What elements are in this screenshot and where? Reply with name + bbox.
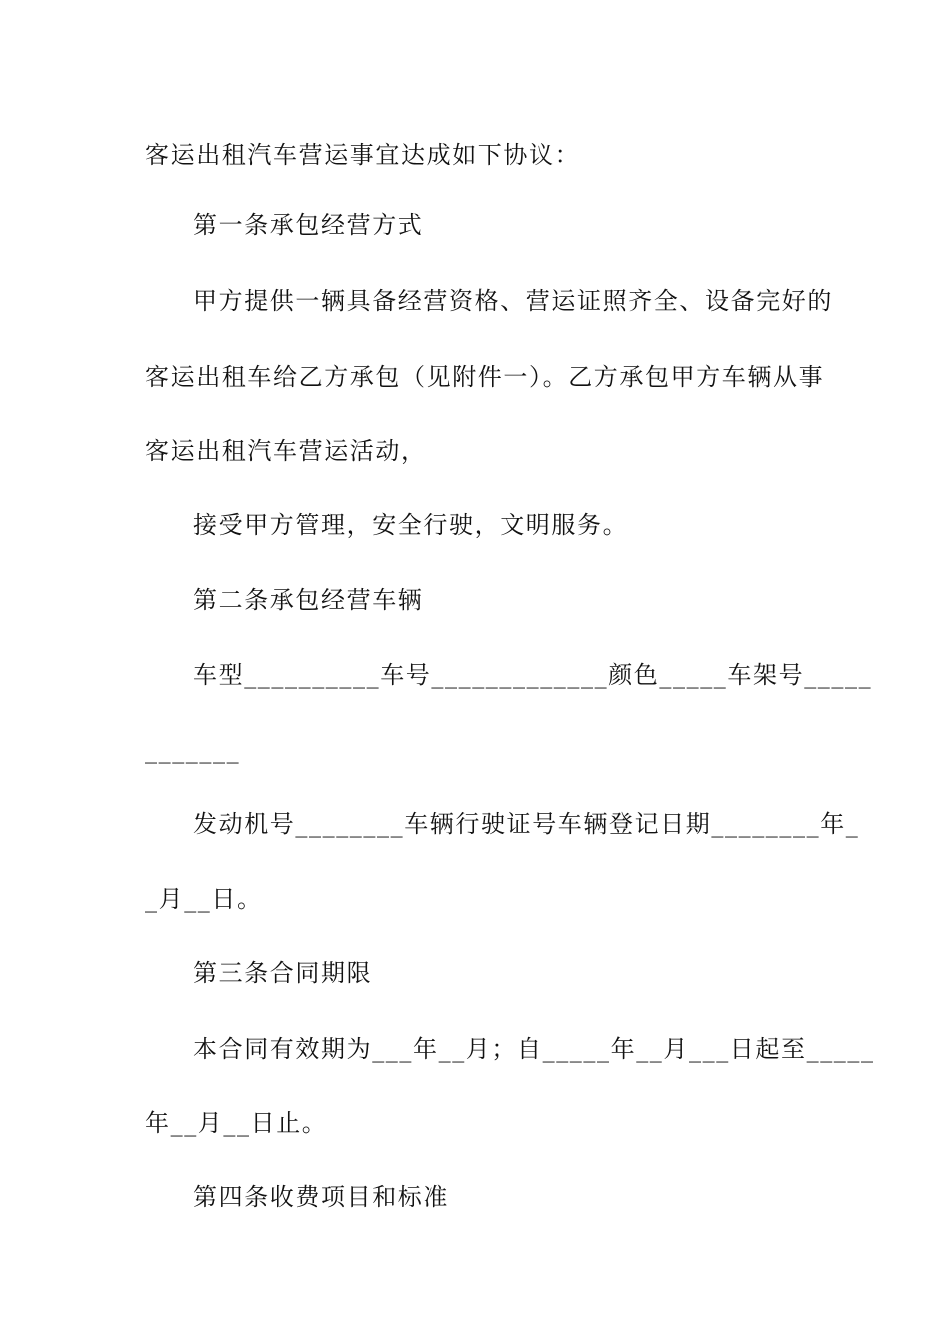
fill-in-line: 本合同有效期为___年__月；自_____年__月___日起至_____ — [193, 1035, 875, 1063]
fill-in-line: 发动机号________车辆行驶证号车辆登记日期________年_ — [193, 810, 860, 838]
paragraph-line: 接受甲方管理，安全行驶，文明服务。 — [193, 511, 629, 539]
section-heading: 第四条收费项目和标准 — [193, 1183, 449, 1211]
paragraph-line: 客运出租汽车营运活动， — [145, 437, 427, 465]
section-heading: 第一条承包经营方式 — [193, 211, 424, 239]
section-heading: 第二条承包经营车辆 — [193, 586, 424, 614]
fill-in-line: 车型__________车号_____________颜色_____车架号_____ — [193, 661, 873, 689]
paragraph-line: 甲方提供一辆具备经营资格、营运证照齐全、设备完好的 — [193, 287, 833, 315]
paragraph-line: 客运出租车给乙方承包（见附件一）。乙方承包甲方车辆从事 — [145, 363, 825, 391]
fill-in-line: _月__日。 — [145, 885, 263, 913]
fill-in-line: 年__月__日止。 — [145, 1109, 328, 1137]
fill-in-line: _______ — [145, 736, 241, 764]
section-heading: 第三条合同期限 — [193, 959, 373, 987]
paragraph-line: 客运出租汽车营运事宜达成如下协议： — [145, 141, 581, 169]
